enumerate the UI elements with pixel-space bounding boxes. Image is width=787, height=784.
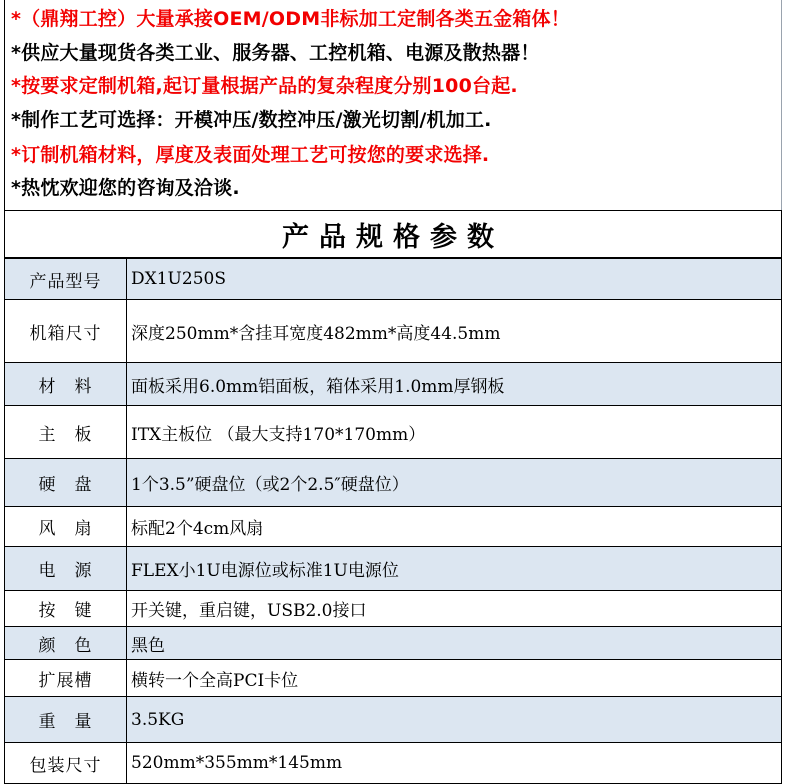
spec-value: 横转一个全高PCI卡位	[127, 660, 782, 697]
spec-label: 按 键	[5, 591, 127, 627]
spec-value: ITX主板位 （最大支持170*170mm）	[127, 406, 782, 459]
note-line: *制作工艺可选择：开模冲压/数控冲压/激光切割/机加工.	[11, 109, 492, 131]
spec-value: 标配2个4cm风扇	[127, 507, 782, 547]
spec-label: 主 板	[5, 406, 127, 459]
spec-label: 扩展槽	[5, 660, 127, 697]
spec-value: FLEX小1U电源位或标准1U电源位	[127, 547, 782, 591]
notes-panel	[4, 0, 782, 210]
spec-value: 黑色	[127, 627, 782, 660]
spec-value: 1个3.5”硬盘位（或2个2.5″硬盘位）	[127, 459, 782, 507]
spec-row	[5, 743, 782, 784]
spec-row	[5, 259, 782, 300]
spec-label: 包装尺寸	[5, 743, 127, 784]
note-line: *（鼎翔工控）大量承接OEM/ODM非标加工定制各类五金箱体！	[11, 8, 570, 30]
spec-row	[5, 300, 782, 363]
spec-row	[5, 363, 782, 406]
spec-row	[5, 697, 782, 743]
spec-value: 3.5KG	[127, 697, 782, 743]
spec-label: 电 源	[5, 547, 127, 591]
spec-label: 重 量	[5, 697, 127, 743]
note-line: *订制机箱材料，厚度及表面处理工艺可按您的要求选择.	[11, 144, 490, 166]
spec-label: 材 料	[5, 363, 127, 406]
note-line: *热忱欢迎您的咨询及洽谈.	[11, 177, 240, 199]
spec-table-title: 产品规格参数	[4, 210, 782, 258]
spec-row	[5, 591, 782, 627]
spec-row	[5, 507, 782, 547]
spec-row	[5, 660, 782, 697]
note-line: *供应大量现货各类工业、服务器、工控机箱、电源及散热器！	[11, 42, 540, 64]
spec-value: 面板采用6.0mm铝面板，箱体采用1.0mm厚钢板	[127, 363, 782, 406]
spec-label: 硬 盘	[5, 459, 127, 507]
spec-value: 520mm*355mm*145mm	[127, 743, 782, 784]
spec-label: 风 扇	[5, 507, 127, 547]
spec-label: 颜 色	[5, 627, 127, 660]
spec-row	[5, 547, 782, 591]
spec-label: 产品型号	[5, 259, 127, 300]
note-line: *按要求定制机箱,起订量根据产品的复杂程度分别100台起.	[11, 75, 518, 97]
spec-table	[4, 258, 782, 784]
spec-label: 机箱尺寸	[5, 300, 127, 363]
spec-value: 深度250mm*含挂耳宽度482mm*高度44.5mm	[127, 300, 782, 363]
spec-row	[5, 459, 782, 507]
spec-value: DX1U250S	[127, 259, 782, 300]
spec-row	[5, 406, 782, 459]
spec-value: 开关键，重启键，USB2.0接口	[127, 591, 782, 627]
spec-row	[5, 627, 782, 660]
